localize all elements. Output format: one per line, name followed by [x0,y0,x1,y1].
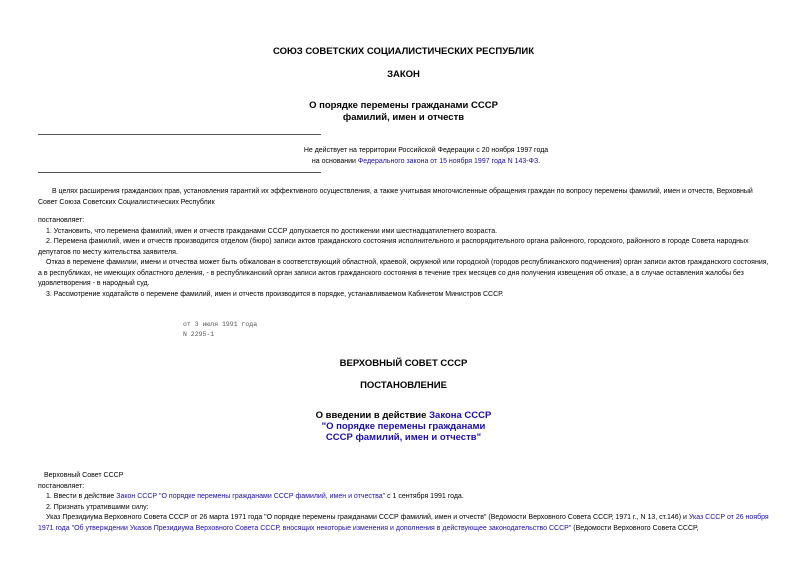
decree-text: Указ Президиума Верховного Совета СССР от 26 марта 1971 года "О порядке перемены гражданами СССР фамилий, имен и отчеств" (Ведомости Верховного Совета СССР, 1971 г., N 13, ст.146) и [46,514,689,521]
signature-date: от 3 июля 1991 года [183,321,258,328]
resolution-body [38,471,769,534]
signature-block [183,320,257,340]
divider-top [38,134,321,135]
decree-suffix: (Ведомости Верховного Совета СССР, [571,524,699,532]
law-item-2: 2. Перемена фамилий, имен и отчеств производится отделом (бюро) записи актов гражданского состояния исполнительного и распорядительного органа районного, городского, районного в городе Совета народных депутатов по месту жительства заявителя. [38,238,749,256]
resolution-item-1-suffix: с 1 сентября 1991 года. [385,493,464,500]
resolution-item-1 [38,492,769,503]
status-note-prefix: на основании [311,157,358,165]
resolution-decides: постановляет: [38,482,85,490]
law-enactment-link[interactable]: Закон СССР "О порядке перемены гражданами СССР фамилий, имен и отчества" [116,493,386,500]
resolution-intro: Верховный Совет СССР [44,472,124,479]
decree-link[interactable]: Указ СССР от 26 ноября 1971 года "Об утверждении Указов Президиума Верховного Совета СССР, вносящих некоторые изменения и дополнения в действующее законодательство СССР" [38,514,769,532]
ussr-law-title-link-line2[interactable]: "О порядке перемены гражданами [321,421,486,432]
council-heading: ВЕРХОВНЫЙ СОВЕТ СССР [339,358,468,369]
law-item-3: 3. Рассмотрение ходатайств о перемене фамилий, имен и отчеств производится в порядке, устанавливаемом Кабинетом Министров СССР. [46,290,504,298]
law-heading: ЗАКОН [387,69,420,80]
status-note-line2 [276,157,576,168]
resolution-title-prefix: О введении в действие [315,410,430,421]
law-title-line1: О порядке перемены гражданами СССР [309,100,498,111]
federal-law-link[interactable]: Федерального закона от 15 ноября 1997 года N 143-ФЗ [357,157,539,165]
resolution-title [0,410,807,443]
law-title-line2: фамилий, имен и отчеств [342,112,465,123]
ussr-law-title-link-line3[interactable]: СССР фамилий, имен и отчеств" [325,432,482,443]
divider-bottom [38,172,321,173]
ussr-law-link[interactable]: Закона СССР [429,410,492,421]
status-note-line1: Не действует на территории Российской Федерации с 20 ноября 1997 года [303,147,549,154]
signature-number: N 2295-1 [183,331,215,338]
status-note-suffix: . [538,157,541,165]
law-body [38,187,769,300]
refusal-paragraph: Отказ в перемене фамилии, имени и отчества может быть обжалован в соответствующий областной, краевой, окружной или городской (городов республиканского подчинения) орган записи актов гражданского состояния, а в республиках, не имеющих областного деления, - в республиканский орган записи актов гражданского состояния в течение трех месяцев со дня получения извещения об отказе, а в случае оставления жалобы без удовлетворения - в народный суд. [38,259,769,287]
union-heading: СОЮЗ СОВЕТСКИХ СОЦИАЛИСТИЧЕСКИХ РЕСПУБЛИК [272,46,534,57]
resolution-item-2: 2. Признать утратившими силу: [46,503,149,511]
resolution-heading: ПОСТАНОВЛЕНИЕ [360,380,447,391]
law-item-1: 1. Установить, что перемена фамилий, имен и отчеств гражданами СССР допускается по достижении ими шестнадцатилетнего возраста. [46,227,498,235]
resolution-item-1-prefix: 1. Ввести в действие [46,493,117,500]
decides-label: постановляет: [38,217,85,224]
preamble: В целях расширения гражданских прав, установления гарантий их эффективного осуществления, а также учитывая многочисленные обращения граждан по вопросу перемены фамилий, имен и отчеств, Верховный Совет Союза Советских Социалистических Республик [38,188,753,206]
repealed-decrees [38,513,769,534]
status-note [276,146,576,167]
